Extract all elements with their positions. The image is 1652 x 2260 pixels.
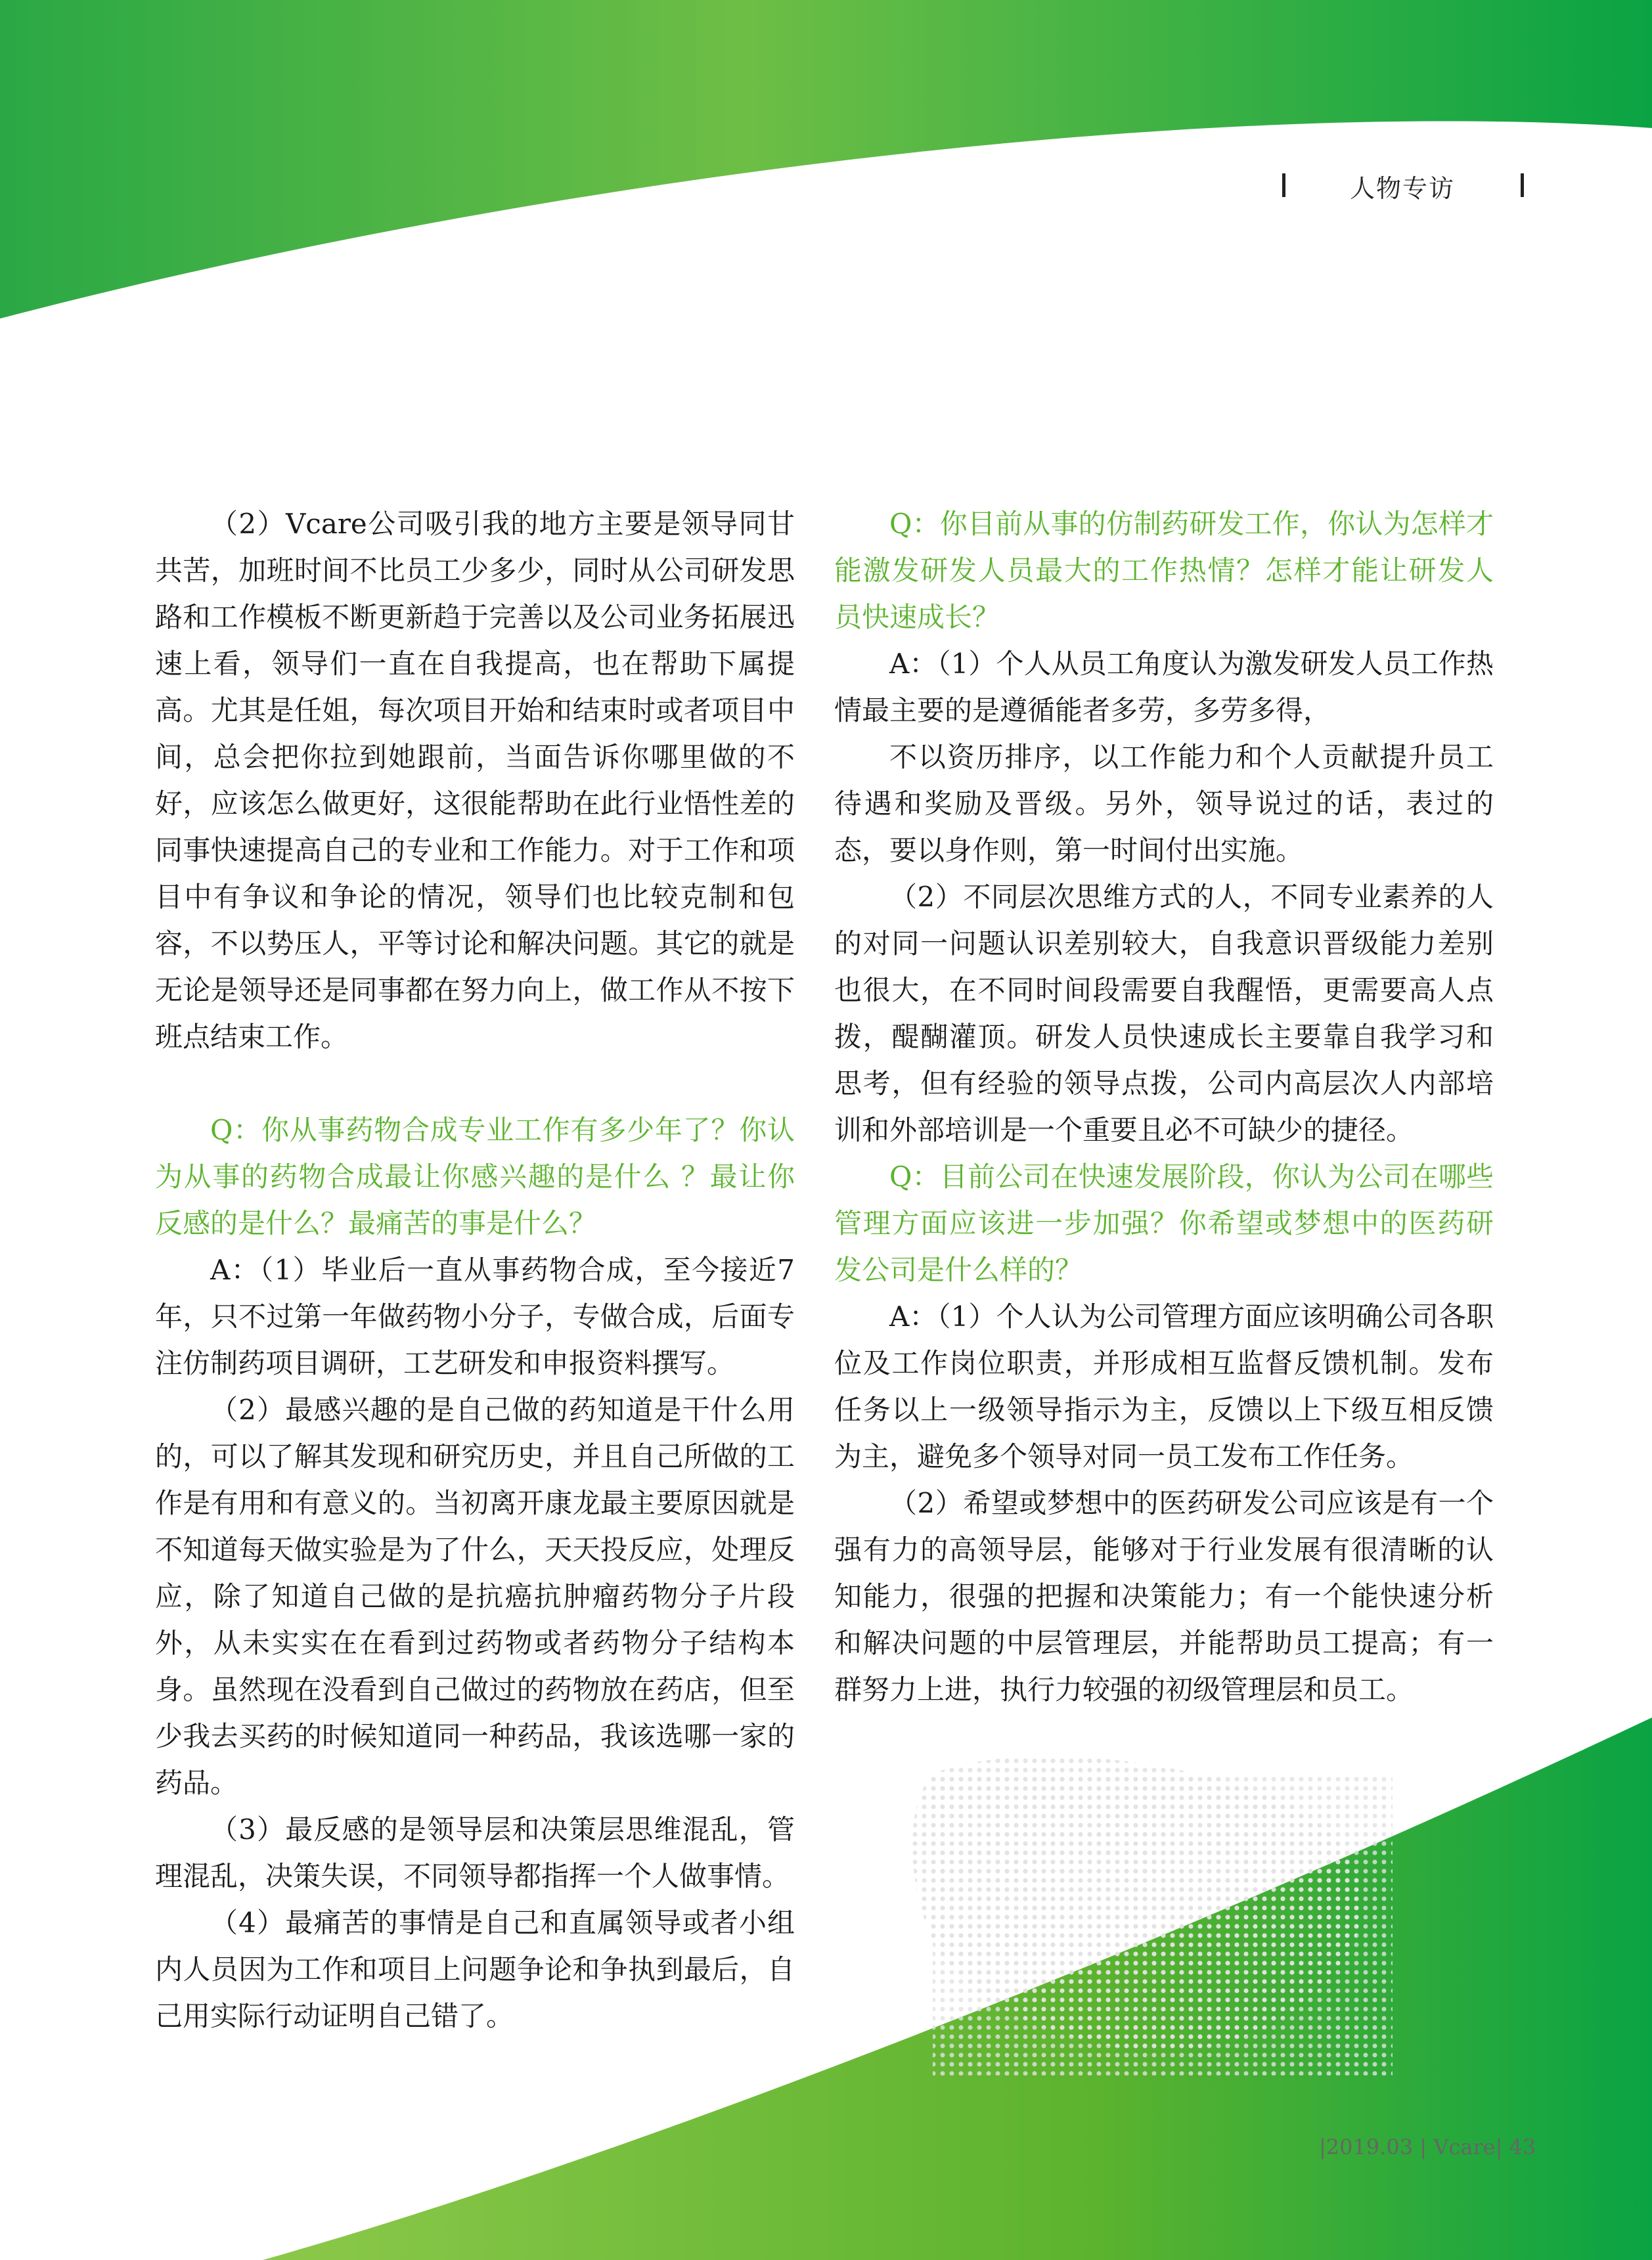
section-label-right-bar — [1521, 173, 1524, 197]
answer-paragraph: （2）最感兴趣的是自己做的药知道是干什么用的，可以了解其发现和研究历史，并且自己所做的工作是有用和有意义的。当初离开康龙最主要原因就是不知道每天做实验是为了什么，天天投反应，处理反应，除了知道自己做的是抗癌抗肿瘤药物分子片段外，从未实实在在看到过药物或者药物分子结构本身。虽然现在没看到自己做过的药物放在药店，但至少我去买药的时候知道同一种药品，我该选哪一家的药品。 — [155, 1394, 795, 1799]
section-title: 人物专访 — [1349, 174, 1455, 203]
left-column — [155, 500, 795, 2039]
answer-paragraph: （2）不同层次思维方式的人，不同专业素养的人的对同一问题认识差别较大，自我意识晋级能力差别也很大，在不同时间段需要自我醒悟，更需要高人点拨，醍醐灌顶。研发人员快速成长主要靠自我学习和思考，但有经验的领导点拨，公司内高层次人内部培训和外部培训是一个重要且必不可缺少的捷径。 — [834, 881, 1494, 1146]
right-column — [834, 500, 1494, 1713]
paragraph-gap — [155, 1060, 795, 1107]
question-paragraph: Q：目前公司在快速发展阶段，你认为公司在哪些管理方面应该进一步加强？你希望或梦想中的医药研发公司是什么样的？ — [834, 1161, 1494, 1286]
question-paragraph: Q：你目前从事的仿制药研发工作，你认为怎样才能激发研发人员最大的工作热情？怎样才能让研发人员快速成长？ — [834, 508, 1494, 633]
answer-paragraph: （2）Vcare公司吸引我的地方主要是领导同甘共苦，加班时间不比员工少多少，同时从公司研发思路和工作模板不断更新趋于完善以及公司业务拓展迅速上看，领导们一直在自我提高，也在帮助下属提高。尤其是任姐，每次项目开始和结束时或者项目中间，总会把你拉到她跟前，当面告诉你哪里做的不好，应该怎么做更好，这很能帮助在此行业悟性差的同事快速提高自己的专业和工作能力。对于工作和项目中有争议和争论的情况，领导们也比较克制和包容，不以势压人，平等讨论和解决问题。其它的就是无论是领导还是同事都在努力向上，做工作从不按下班点结束工作。 — [155, 508, 795, 1053]
answer-paragraph: （3）最反感的是领导层和决策层思维混乱，管理混乱，决策失误，不同领导都指挥一个人做事情。 — [155, 1813, 795, 1892]
answer-paragraph: （2）希望或梦想中的医药研发公司应该是有一个强有力的高领导层，能够对于行业发展有很清晰的认知能力，很强的把握和决策能力；有一个能快速分析和解决问题的中层管理层，并能帮助员工提高；有一群努力上进，执行力较强的初级管理层和员工。 — [834, 1487, 1494, 1706]
answer-paragraph: （4）最痛苦的事情是自己和直属领导或者小组内人员因为工作和项目上问题争论和争执到最后，自己用实际行动证明自己错了。 — [155, 1907, 795, 2032]
answer-paragraph: A：（1）个人从员工角度认为激发研发人员工作热情最主要的是遵循能者多劳，多劳多得， — [834, 648, 1494, 726]
question-paragraph: Q：你从事药物合成专业工作有多少年了？你认为从事的药物合成最让你感兴趣的是什么 ？最让你反感的是什么？最痛苦的事是什么？ — [155, 1114, 795, 1239]
answer-paragraph: A：（1）个人认为公司管理方面应该明确公司各职位及工作岗位职责，并形成相互监督反馈机制。发布任务以上一级领导指示为主，反馈以上下级互相反馈为主，避免多个领导对同一员工发布工作任务。 — [834, 1300, 1494, 1473]
section-label — [1274, 163, 1530, 209]
top-green-swoosh — [0, 0, 1652, 319]
page-footer: |2019.03 | Vcare| 43 — [1319, 2135, 1536, 2160]
answer-paragraph: 不以资历排序，以工作能力和个人贡献提升员工待遇和奖励及晋级。另外，领导说过的话，表过的态，要以身作则，第一时间付出实施。 — [834, 741, 1494, 866]
answer-paragraph: A：（1）毕业后一直从事药物合成，至今接近7年，只不过第一年做药物小分子，专做合成，后面专注仿制药项目调研，工艺研发和申报资料撰写。 — [155, 1254, 795, 1379]
